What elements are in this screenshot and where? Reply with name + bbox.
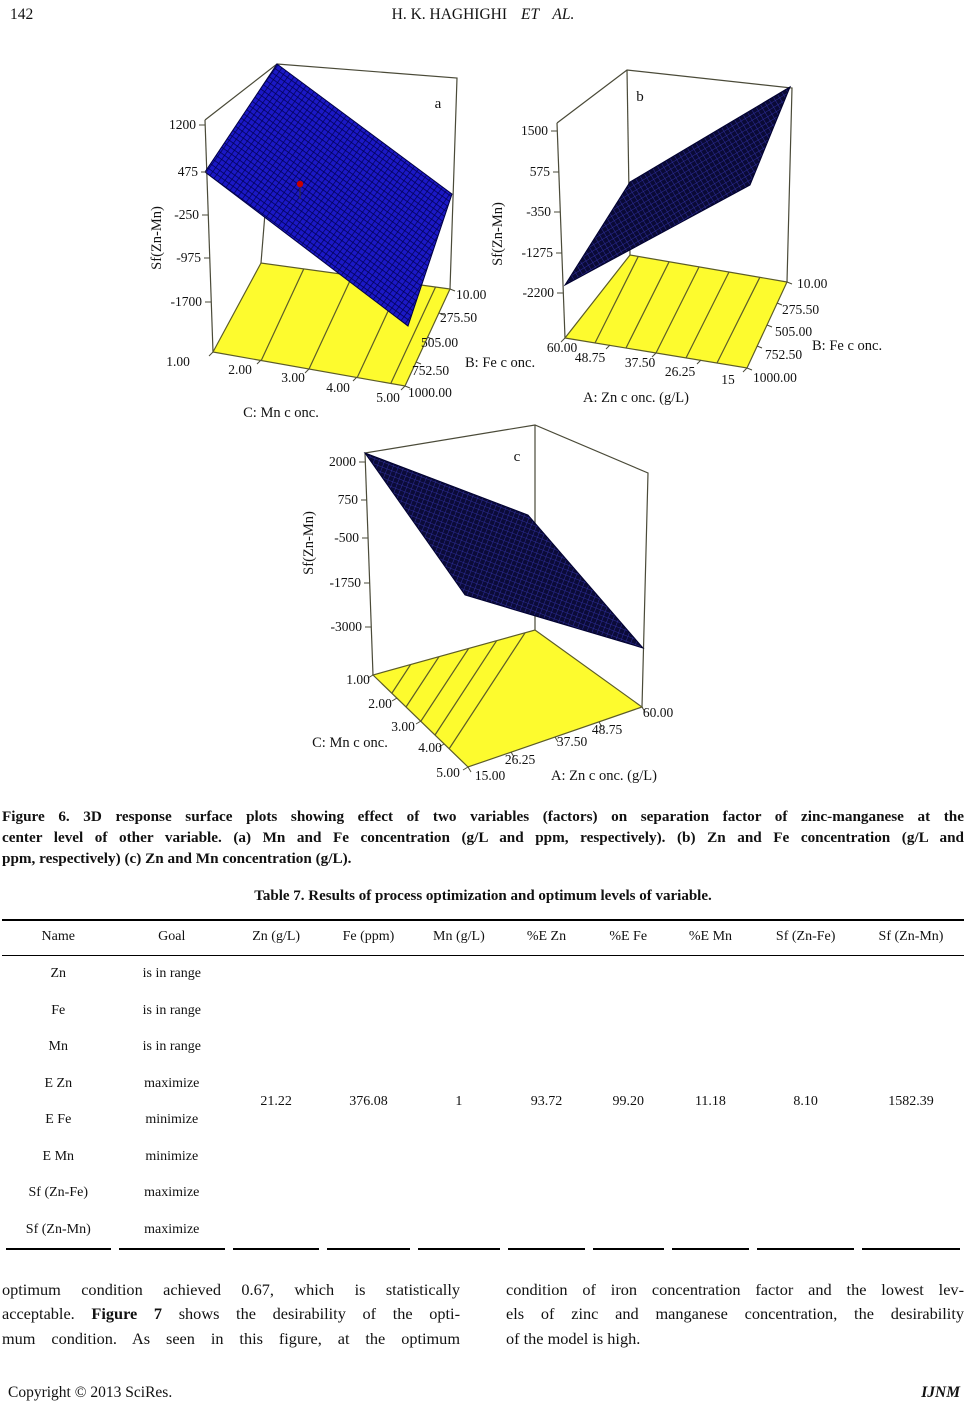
column-header: Sf (Zn-Fe) [775, 929, 836, 944]
row-goal: maximize [144, 1221, 200, 1237]
body-line: mum condition. As seen in this figure, at the optimum [2, 1328, 460, 1348]
z-axis-tick-labels [521, 123, 554, 300]
floor-plane [373, 630, 642, 767]
x-tick-label: 1.00 [346, 672, 370, 687]
body-text-left-column [2, 1278, 460, 1351]
z-tick-label: -1700 [170, 294, 202, 309]
copyright-notice: Copyright © 2013 SciRes. [8, 1384, 173, 1401]
caption-line: ppm, respectively) (c) Zn and Mn concentration (g/L). [2, 850, 352, 867]
page-header [0, 6, 966, 28]
page-number: 142 [10, 6, 34, 23]
z-tick-label: 575 [529, 164, 550, 179]
x-axis-title: C: Mn c onc. [312, 735, 388, 751]
column-header: Sf (Zn-Mn) [878, 929, 944, 944]
body-text-right-column [506, 1278, 964, 1351]
y-tick-label: 1000.00 [753, 370, 797, 385]
row-name: E Zn [44, 1075, 73, 1091]
response-surface [365, 453, 643, 648]
y-tick-label: 275.50 [782, 302, 820, 317]
x-tick-label: 1.00 [166, 354, 190, 369]
response-surface [565, 87, 790, 285]
panel-label: c [513, 449, 521, 465]
row-goal: maximize [144, 1075, 200, 1091]
z-tick-label: -975 [176, 250, 201, 265]
x-tick-label: 5.00 [376, 390, 400, 405]
x-tick-label: 4.00 [326, 380, 350, 395]
y-tick-label: 26.25 [504, 752, 536, 767]
x-tick-label: 2.00 [228, 362, 252, 377]
y-tick-label: 10.00 [797, 276, 828, 291]
body-line: acceptable. Figure 7 shows the desirability of the opti- [2, 1304, 461, 1324]
row-goal: is in range [142, 966, 201, 982]
x-tick-label: 4.00 [418, 740, 442, 755]
table-bottom-rule-segment [119, 1248, 225, 1250]
panel-label: a [434, 96, 442, 112]
table7-body [2, 956, 964, 1285]
y-tick-label: 48.75 [591, 722, 623, 737]
row-name: E Mn [42, 1148, 75, 1164]
column-header: Zn (g/L) [252, 929, 301, 944]
z-axis-title: Sf(Zn-Mn) [490, 202, 506, 266]
x-tick-label: 3.00 [391, 719, 415, 734]
table-bottom-rule-segment [418, 1248, 500, 1250]
table7 [2, 919, 964, 1285]
body-line: of the model is high. [506, 1328, 641, 1348]
column-header: %E Fe [609, 929, 648, 944]
y-tick-label: 37.50 [556, 734, 588, 749]
row-goal: maximize [144, 1185, 200, 1201]
row-name: E Fe [45, 1112, 72, 1128]
z-axis-tick-labels [329, 454, 362, 634]
x-tick-label: 26.25 [664, 364, 696, 379]
optimum-value: 21.22 [260, 1094, 292, 1109]
x-tick-label: 60.00 [546, 340, 578, 355]
figure7-reference: Figure 7 [91, 1304, 163, 1324]
z-tick-label: 1500 [521, 123, 548, 138]
optimum-value: 1582.39 [888, 1094, 934, 1109]
caption-line: Figure 6. 3D response surface plots showing effect of two variables (factors) on separation factor of zinc-manganese at the [2, 808, 964, 825]
running-head-et-al: ET AL. [521, 6, 575, 23]
y-tick-label: 752.50 [412, 363, 450, 378]
y-tick-label: 1000.00 [408, 385, 452, 400]
z-tick-label: -350 [526, 204, 551, 219]
surface-plot-c [283, 418, 748, 803]
row-goal: is in range [142, 1002, 201, 1018]
x-tick-label: 48.75 [574, 350, 606, 365]
caption-line: center level of other variable. (a) Mn and Fe concentration (g/L and ppm, respectively). (b) Zn and Fe concentration (g/L and [2, 829, 964, 846]
optimum-value: 93.72 [530, 1094, 563, 1109]
row-name: Mn [48, 1039, 68, 1055]
optimum-value: 11.18 [694, 1094, 726, 1109]
table-bottom-rule-segment [593, 1248, 664, 1250]
z-tick-label: 2000 [329, 454, 356, 469]
z-tick-label: -2200 [522, 285, 554, 300]
z-tick-label: -1750 [329, 575, 361, 590]
panel-label: b [636, 89, 644, 105]
body-line: optimum condition achieved 0.67, which is statistically [2, 1280, 460, 1299]
column-header: %E Mn [688, 929, 733, 944]
y-tick-label: 505.00 [421, 335, 459, 350]
optimum-value: 8.10 [793, 1094, 818, 1109]
column-header: Name [41, 929, 75, 944]
table-bottom-rule-segment [672, 1248, 750, 1250]
journal-abbreviation: IJNM [921, 1384, 960, 1401]
table-bottom-rule-segment [233, 1248, 319, 1250]
design-point-marker [297, 181, 303, 187]
x-tick-label: 3.00 [281, 370, 305, 385]
table7-header-row [2, 919, 964, 956]
y-tick-label: 15.00 [474, 768, 506, 783]
y-tick-label: 752.50 [765, 347, 803, 362]
z-tick-label: -500 [334, 530, 359, 545]
row-name: Sf (Zn-Fe) [28, 1185, 89, 1201]
row-goal: minimize [145, 1112, 199, 1128]
z-tick-label: -250 [174, 207, 199, 222]
column-header: Goal [158, 929, 186, 944]
optimum-value: 99.20 [612, 1094, 644, 1109]
table-bottom-rule-segment [757, 1248, 854, 1250]
z-axis-title: Sf(Zn-Mn) [301, 511, 317, 575]
z-tick-label: -1275 [521, 245, 553, 260]
row-name: Fe [51, 1002, 66, 1018]
y-axis-title: B: Fe c onc. [465, 355, 536, 371]
x-tick-label: 37.50 [624, 355, 656, 370]
z-tick-label: -3000 [330, 619, 362, 634]
z-tick-label: 475 [177, 164, 198, 179]
x-axis-title: A: Zn c onc. (g/L) [583, 390, 689, 406]
table-bottom-rule-segment [6, 1248, 111, 1250]
page-footer [0, 1384, 966, 1406]
column-header: Fe (ppm) [342, 929, 395, 944]
y-axis-title: B: Fe c onc. [812, 338, 883, 354]
x-tick-label: 5.00 [436, 765, 460, 780]
z-axis-title: Sf(Zn-Mn) [149, 206, 165, 270]
z-tick-label: 1200 [169, 117, 196, 132]
y-tick-label: 275.50 [440, 310, 478, 325]
figure6-caption [2, 806, 964, 869]
body-line: condition of iron concentration factor and the lowest lev- [506, 1280, 964, 1299]
y-axis-title: A: Zn c onc. (g/L) [551, 768, 657, 784]
x-tick-label: 2.00 [368, 696, 392, 711]
y-tick-label: 10.00 [456, 287, 487, 302]
row-goal: minimize [145, 1148, 199, 1164]
row-name: Sf (Zn-Mn) [25, 1221, 91, 1237]
optimum-value: 376.08 [349, 1094, 388, 1109]
x-axis-title: C: Mn c onc. [243, 405, 319, 421]
row-goal: is in range [142, 1039, 201, 1055]
running-head: H. K. HAGHIGHI ET AL. [391, 6, 575, 23]
surface-plot-b [480, 56, 966, 428]
table-bottom-rule-segment [508, 1248, 585, 1250]
x-tick-label: 15 [721, 372, 735, 387]
table7-title: Table 7. Results of process optimization and optimum levels of variable. [254, 888, 712, 904]
y-tick-label: 60.00 [642, 705, 674, 720]
optimum-value: 1 [455, 1094, 463, 1109]
z-axis-tick-labels [169, 117, 202, 309]
y-tick-label: 505.00 [775, 324, 813, 339]
column-header: Mn (g/L) [433, 929, 485, 944]
column-header: %E Zn [526, 929, 567, 944]
z-tick-label: 750 [337, 492, 358, 507]
table-bottom-rule-segment [862, 1248, 960, 1250]
body-line: els of zinc and manganese concentration, the desirability [506, 1304, 964, 1324]
row-name: Zn [50, 966, 67, 982]
table-bottom-rule-segment [327, 1248, 409, 1250]
